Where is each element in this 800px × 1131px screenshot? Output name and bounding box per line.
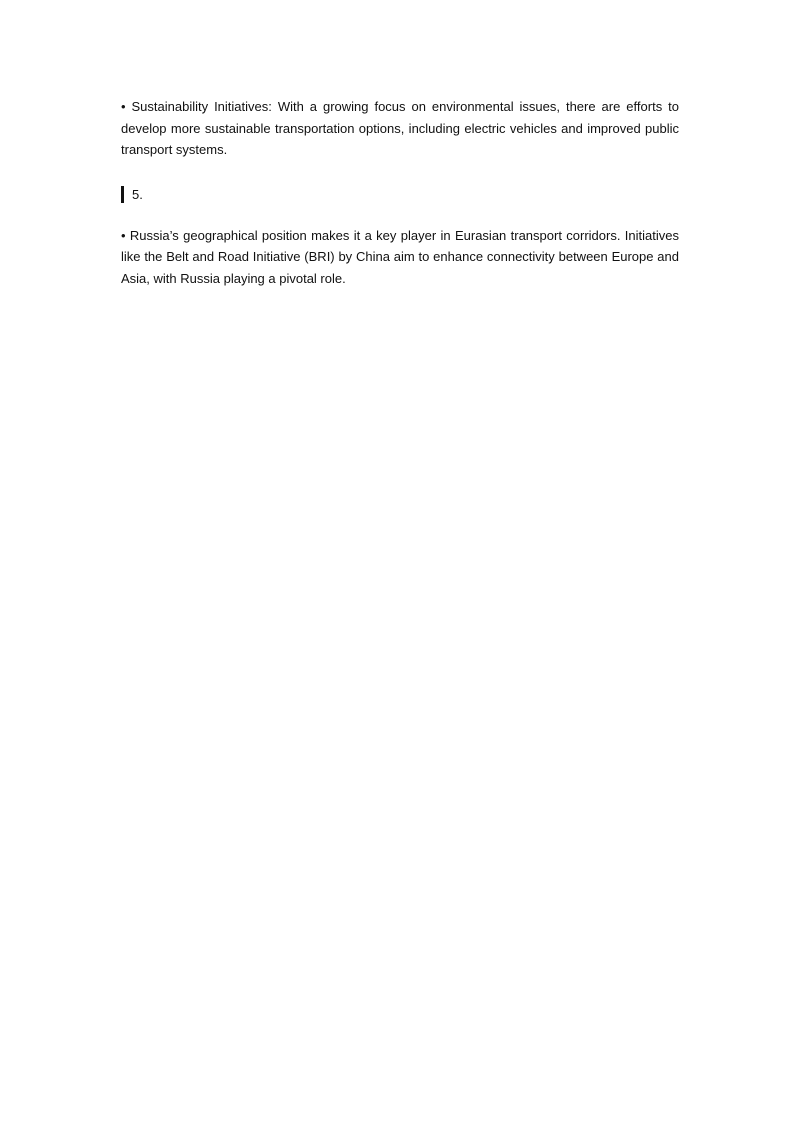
section-number: 5. xyxy=(132,187,143,202)
document-body xyxy=(121,96,679,289)
eurasian-corridors-paragraph: • Russia’s geographical position makes it a key player in Eurasian transport corridors. Initiatives like the Belt and Road Initiative (BRI) by China aim to enhance connectivity between Europe and Asia, with Russia playing a pivotal role. xyxy=(121,227,679,286)
section-heading xyxy=(121,185,679,205)
sustainability-initiatives-paragraph: • Sustainability Initiatives: With a growing focus on environmental issues, there are efforts to develop more sustainable transportation options, including electric vehicles and improved public transport systems. xyxy=(121,99,679,157)
heading-bar-marker xyxy=(121,186,124,203)
